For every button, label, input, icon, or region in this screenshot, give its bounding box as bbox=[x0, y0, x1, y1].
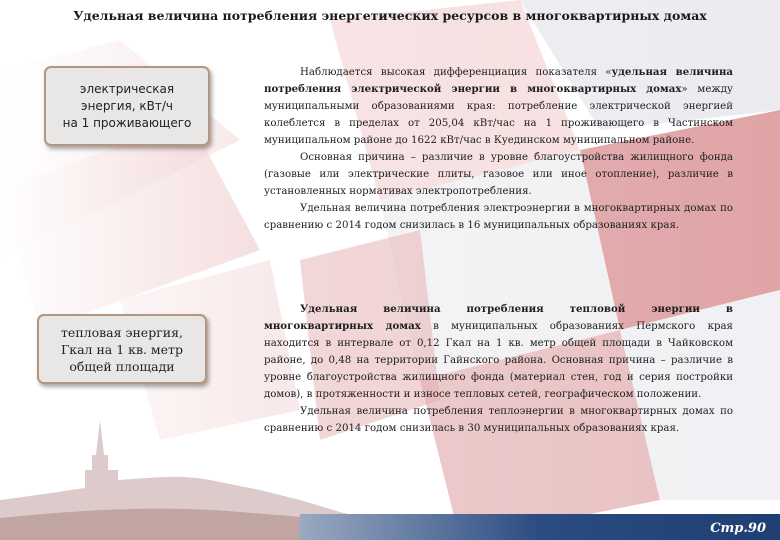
electricity-label-box bbox=[44, 66, 210, 146]
heat-text bbox=[264, 301, 733, 437]
electricity-text bbox=[264, 64, 733, 234]
page-number: Стр.90 bbox=[710, 521, 766, 536]
paragraph: Удельная величина потребления теплоэнергии в многоквартирных домах по сравнению с 2014 годом снизилась в 30 муниципальных образованиях края. bbox=[264, 406, 733, 434]
label-line: на 1 проживающего bbox=[62, 115, 192, 130]
footer-bar bbox=[300, 514, 780, 540]
label-line: Гкал на 1 кв. метр bbox=[61, 341, 183, 357]
label-line: энергия, кВт/ч bbox=[81, 98, 173, 113]
paragraph: Основная причина – различие в уровне благоустройства жилищного фонда (газовые или электрические плиты, газовое или иное отопление), различие в установленных нормативах электропотребления. bbox=[264, 152, 733, 197]
label-line: тепловая энергия, bbox=[61, 324, 183, 340]
label-line: общей площади bbox=[69, 358, 175, 374]
page-title: Удельная величина потребления энергетических ресурсов в многоквартирных домах bbox=[73, 8, 707, 23]
paragraph: Удельная величина потребления электроэнергии в многоквартирных домах по сравнению с 2014 годом снизилась в 16 муниципальных образованиях края. bbox=[264, 203, 733, 231]
paragraph: Удельная величина потребления тепловой энергии в многоквартирных домах в муниципальных образованиях Пермского края находится в интервале от 0,12 Гкал на 1 кв. метр общей площади в Чайковском районе, до 0,48 на территории Гайнского района. Основная причина – различие в уровне благоустройства жилищного фонда (материал стен, год и серия постройки домов), в протяженности и износе тепловых сетей, географическом положении. bbox=[264, 303, 733, 400]
label-line: электрическая bbox=[79, 81, 175, 96]
paragraph: Наблюдается высокая дифференциация показателя «удельная величина потребления электрической энергии в многоквартирных домах» между муниципальными образованиями края: потребление электрической энергией колеблется в пределах от 205,04 кВт/час на 1 проживающего в Частинском муниципальном районе до 1622 кВт/час в Куединском муниципальном районе. bbox=[264, 66, 734, 146]
heat-label-box bbox=[37, 314, 207, 384]
